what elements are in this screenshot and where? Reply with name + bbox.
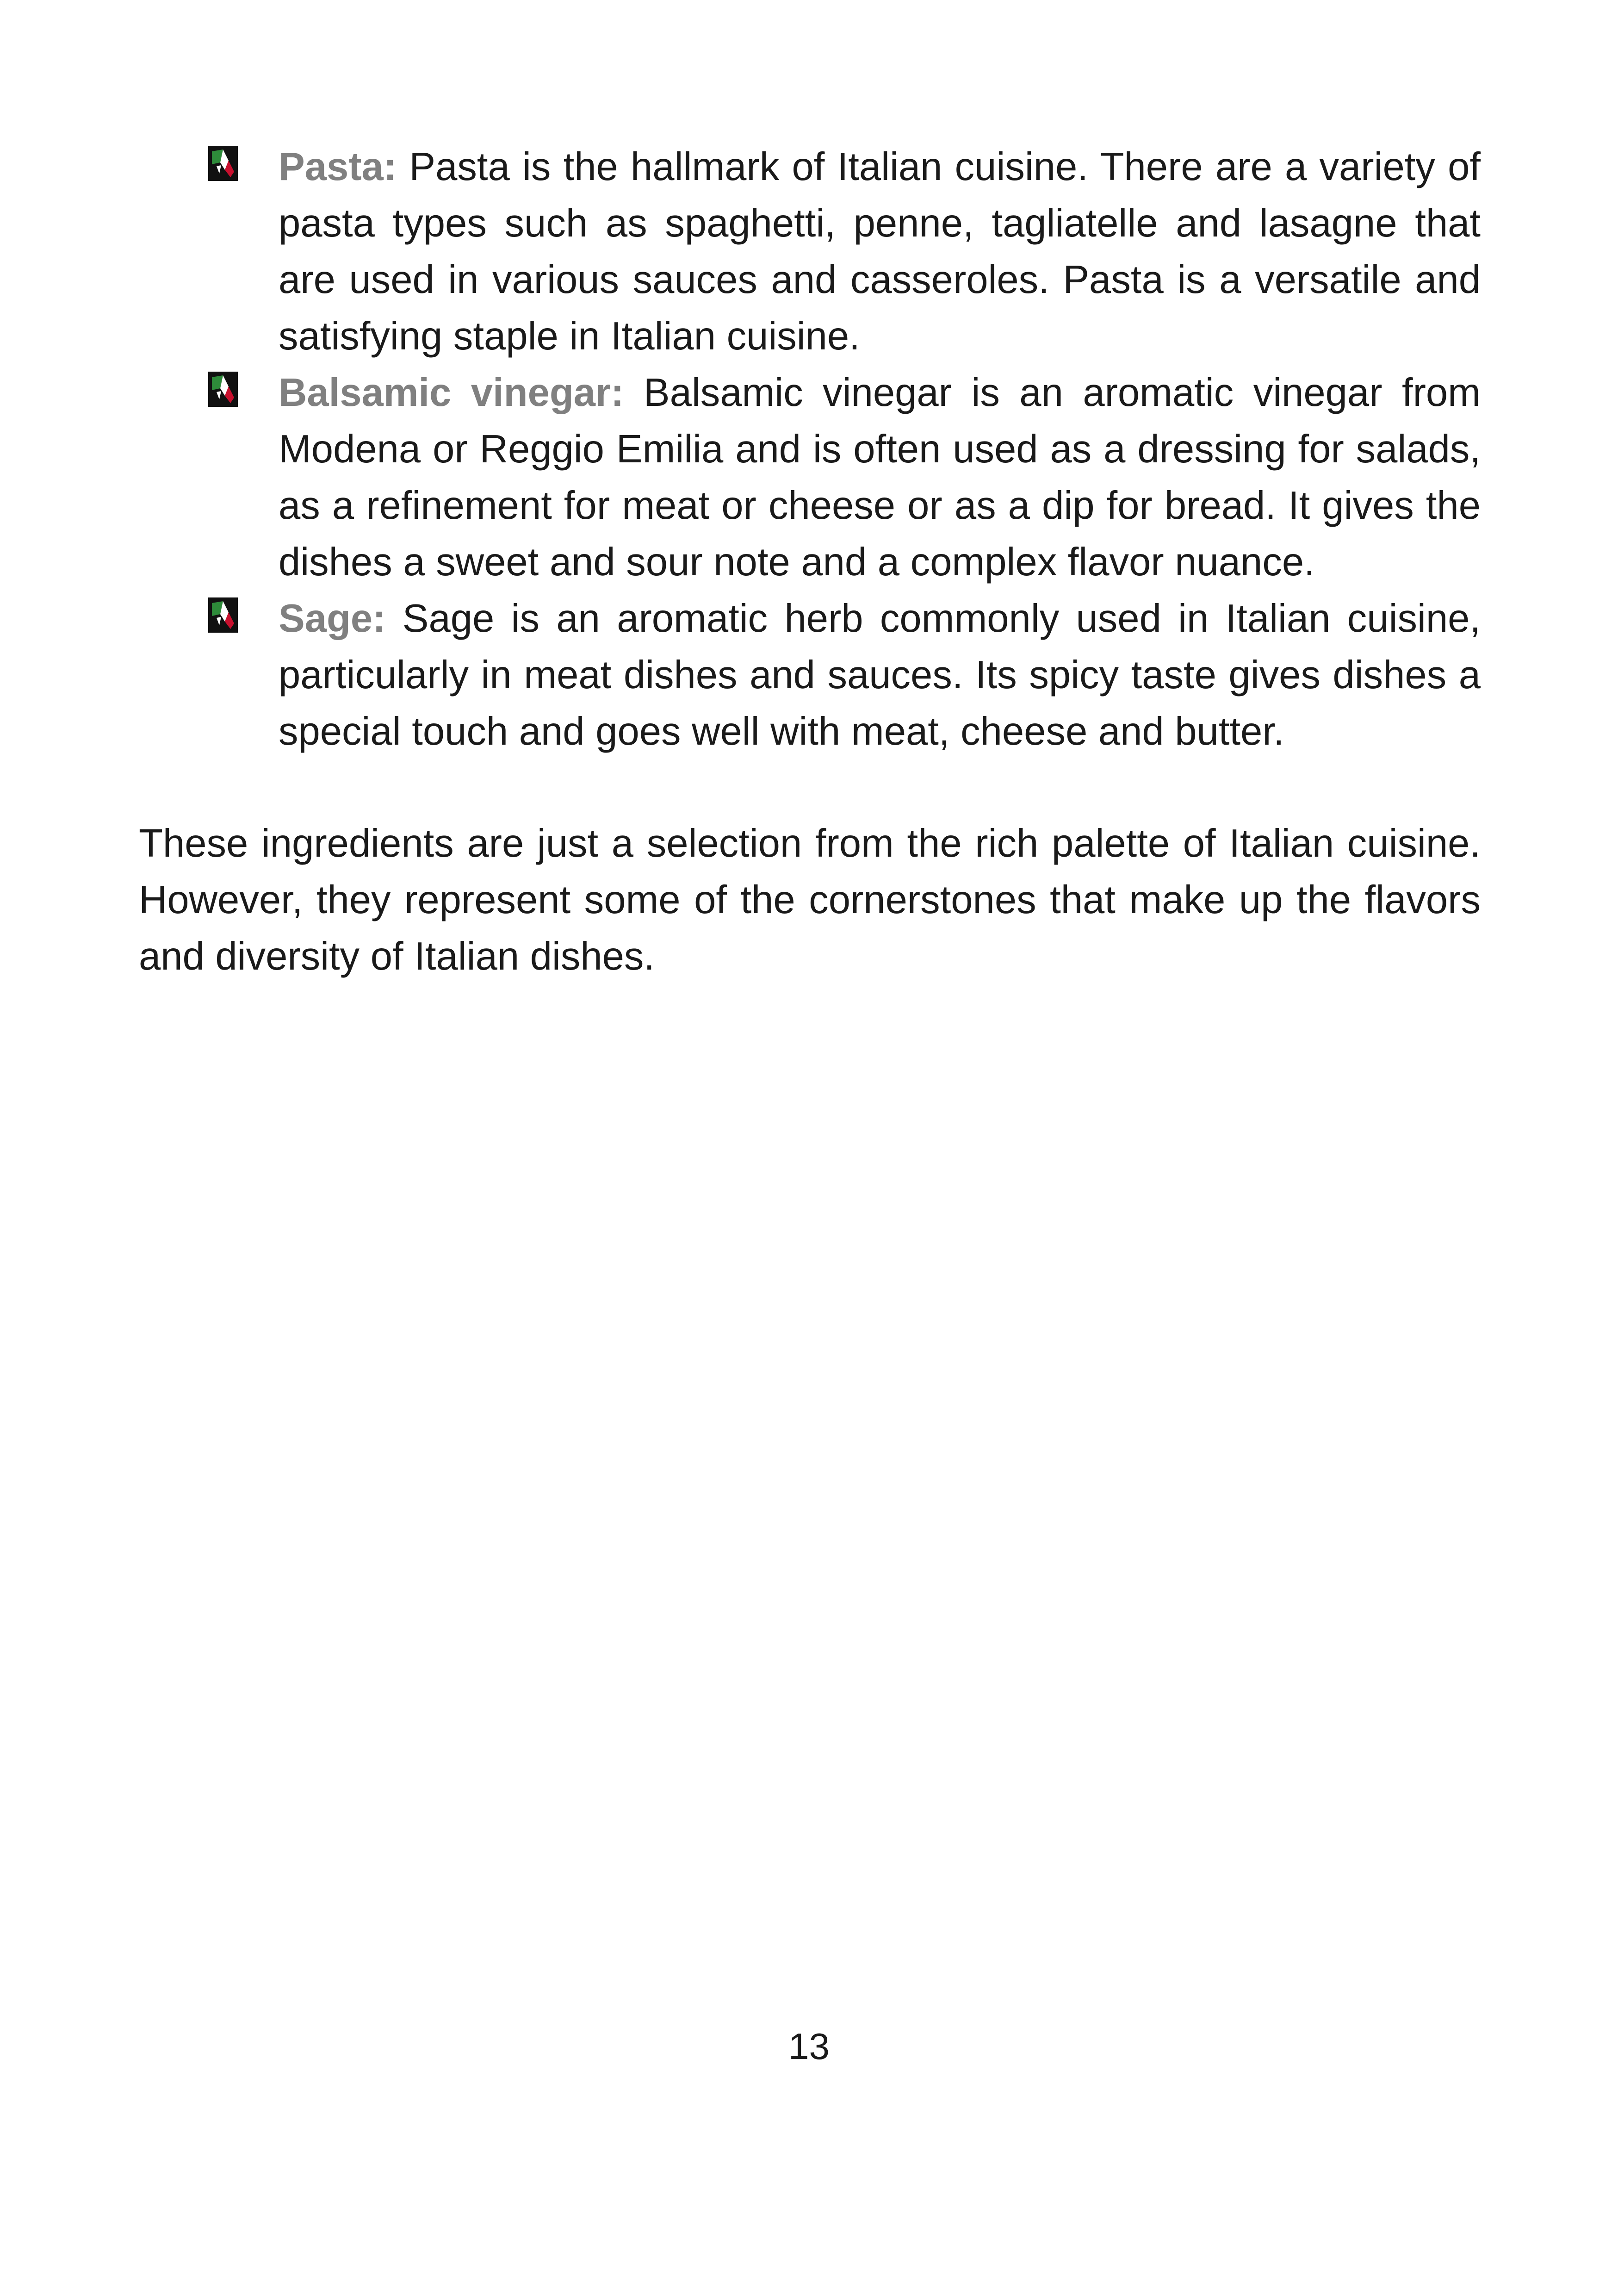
list-item	[139, 365, 1481, 591]
ingredient-description: Pasta is the hallmark of Italian cuisine. There are a variety of pasta types such as spaghetti, penne, tagliatelle and lasagne that are used in various sauces and casseroles. Pasta is a versatile and satisfying staple in Italian cuisine.	[279, 145, 1481, 358]
italy-flag-bullet-icon	[208, 146, 238, 181]
list-item	[139, 591, 1481, 760]
ingredient-description: Balsamic vinegar is an aromatic vinegar from Modena or Reggio Emilia and is often used as a dressing for salads, as a refinement for meat or cheese or as a dip for bread. It gives the dishes a sweet and sour note and a complex flavor nuance.	[279, 371, 1481, 584]
italy-flag-bullet-icon	[208, 597, 238, 633]
ingredient-term: Sage:	[279, 597, 386, 641]
ingredient-description: Sage is an aromatic herb commonly used in Italian cuisine, particularly in meat dishes and sauces. Its spicy taste gives dishes a special touch and goes well with meat, cheese and butter.	[279, 597, 1481, 753]
italy-flag-bullet-icon	[208, 372, 238, 407]
list-item	[139, 139, 1481, 365]
ingredient-term: Balsamic vinegar:	[279, 371, 624, 415]
page-number: 13	[788, 2026, 830, 2067]
ingredient-term: Pasta:	[279, 145, 397, 189]
page-content	[139, 139, 1481, 985]
closing-paragraph: These ingredients are just a selection from the rich palette of Italian cuisine. However, they represent some of the cornerstones that make up the flavors and diversity of Italian dishes.	[139, 821, 1481, 978]
ingredient-list	[139, 139, 1481, 760]
